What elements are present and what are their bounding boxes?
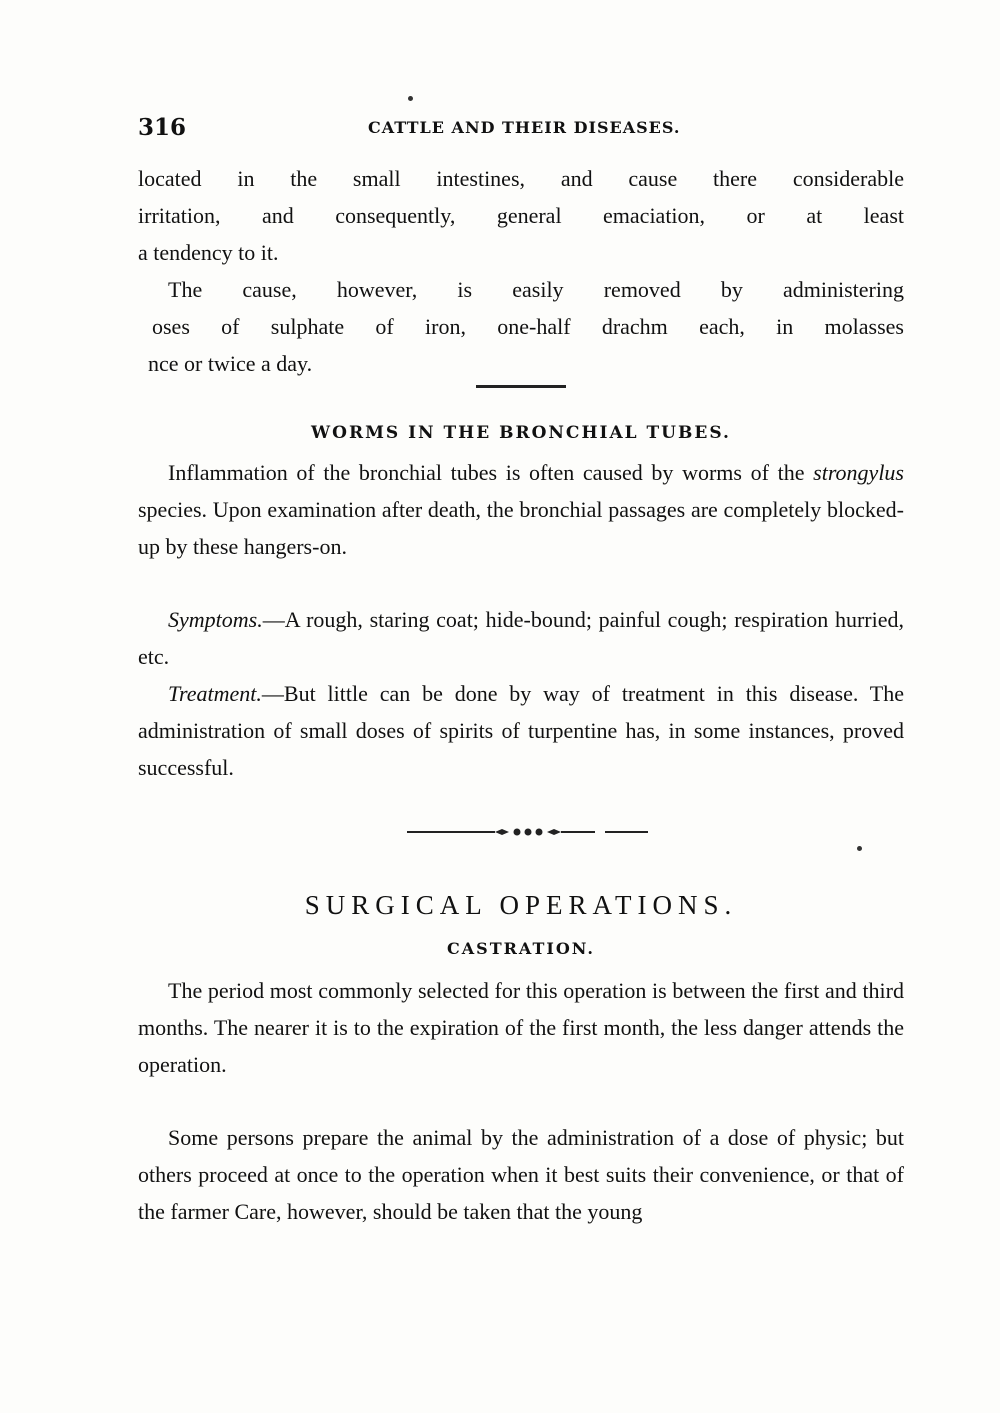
text-line: The cause, however, is easily removed by administering bbox=[168, 277, 904, 302]
treatment-paragraph bbox=[138, 675, 904, 786]
page-header bbox=[138, 114, 908, 144]
section-heading-surgical: SURGICAL OPERATIONS. bbox=[304, 890, 738, 920]
ornamental-divider bbox=[405, 822, 650, 842]
symptoms-paragraph bbox=[138, 601, 904, 675]
text-line: located in the small intestines, and cause there considerable bbox=[138, 166, 904, 191]
divider-ornament-icon bbox=[405, 822, 650, 842]
symptoms-text: —A rough, staring coat; hide-bound; painful cough; respiration hurried, etc. bbox=[138, 607, 904, 669]
treatment-text: —But little can be done by way of treatment in this disease. The administration of small doses of spirits of turpentine has, in some instances, proved successful. bbox=[138, 681, 904, 780]
text-line: irritation, and consequently, general emaciation, or at least bbox=[138, 203, 904, 228]
section-heading-bronchial: WORMS IN THE BRONCHIAL TUBES. bbox=[311, 423, 731, 443]
speck bbox=[408, 96, 413, 101]
running-head: CATTLE AND THEIR DISEASES. bbox=[368, 118, 681, 137]
page-number: 316 bbox=[138, 114, 187, 141]
intro-text-b: species. Upon examination after death, the bronchial passages are completely blocked-up by these hangers-on. bbox=[138, 497, 904, 559]
text-line: oses of sulphate of iron, one-half drachm each, in molasses bbox=[152, 314, 904, 339]
subheading-castration: CASTRATION. bbox=[447, 939, 595, 958]
text-line: a tendency to it. bbox=[138, 240, 279, 265]
intro-text-a: Inflammation of the bronchial tubes is often caused by worms of the bbox=[168, 460, 814, 485]
bronchial-intro-paragraph bbox=[138, 454, 904, 565]
castration-paragraph-2: Some persons prepare the animal by the administration of a dose of physic; but others proceed at once to the operation when it best suits their convenience, or that of the farmer Care, however, should be taken that the young bbox=[138, 1125, 904, 1224]
speck bbox=[857, 846, 862, 851]
species-name: strongylus bbox=[813, 460, 904, 485]
symptoms-label: Symptoms. bbox=[168, 607, 263, 632]
text-line: nce or twice a day. bbox=[148, 351, 313, 376]
short-rule bbox=[476, 385, 566, 388]
treatment-label: Treatment. bbox=[168, 681, 262, 706]
castration-paragraph-1: The period most commonly selected for this operation is between the first and third months. The nearer it is to the expiration of the first month, the less danger attends the operation. bbox=[138, 978, 904, 1077]
